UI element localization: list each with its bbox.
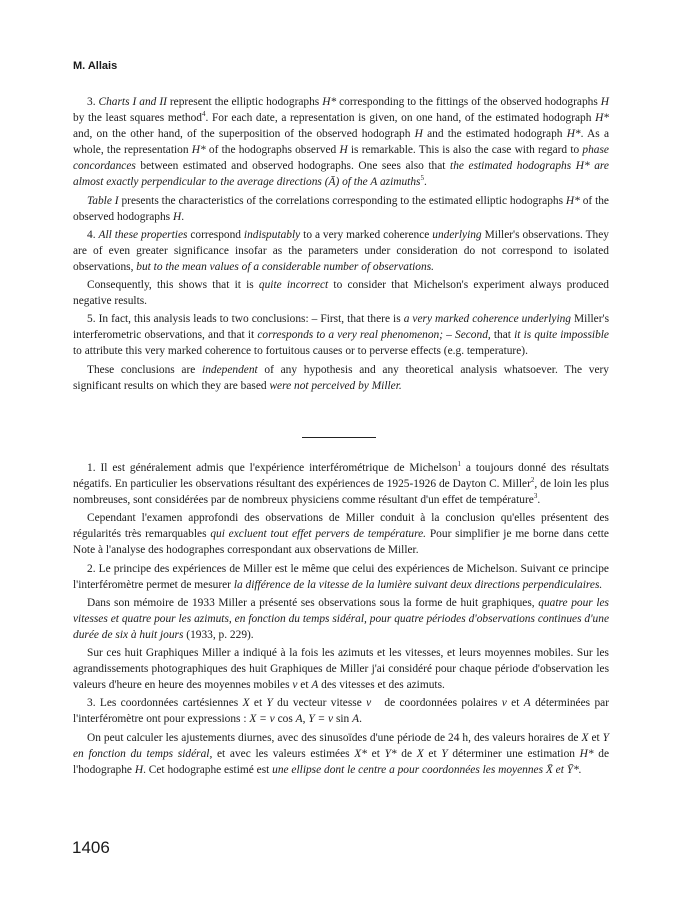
french-paragraph: Dans son mémoire de 1933 Miller a présenté ses observations sous la forme de huit graphiques, quatre pour les vitesses et quatre pour les azimuts, en fonction du temps sidéral, pour quatre périodes d'observations continues d'une durée de six à huit jours (1933, p. 229). [73,596,609,641]
english-column [73,94,609,396]
english-paragraph: 3. Charts I and II represent the elliptic hodographs H* corresponding to the fittings of the observed hodographs H by the least squares method$^4$. For each date, a representation is given, on one hand, of the estimated hodograph H* and, on the other hand, of the superposition of the observed hodograph H and the estimated hodograph H*. As a whole, the representation H* of the hodographs observed H is remarkable. This is also the case with regard to phase concordances between estimated and observed hodographs. One sees also that the estimated hodographs H* are almost exactly perpendicular to the average directions (Ā) of the A azimuths$^5$. [73,96,609,189]
english-paragraph: Consequently, this shows that it is quite incorrect to consider that Michelson's experiment always produced negative results. [73,279,609,308]
english-paragraph: 4. All these properties correspond indisputably to a very marked coherence underlying Miller's observations. They are of even greater significance insofar as the parameters under consideration do not correspond to isolated observations, but to the mean values of a considerable number of observations. [73,228,610,273]
english-paragraph: Table I presents the characteristics of the correlations corresponding to the estimated elliptic hodographs H* of the observed hodographs H. [73,194,609,223]
english-paragraph: 5. In fact, this analysis leads to two conclusions: – First, that there is a very marked coherence underlying Miller's interferometric observations, and that it corresponds to a very real phenomenon; – Second, that it is quite impossible to attribute this very marked coherence to fortuitous causes or to perverse effects (e.g. temperature). [73,313,610,358]
french-paragraph: 1. Il est généralement admis que l'expérience interférométrique de Michelson$^1$ a toujours donné des résultats négatifs. En particulier les observations résultant des expériences de 1925-1926 de Dayton C. Miller$^2$, de loin les plus nombreuses, sont considérées par de nombreux physiciens comme résultant d'un effet de température$^3$. [73,460,609,507]
french-paragraph: 2. Le principe des expériences de Miller est le même que celui des expériences de Michelson. Suivant ce principe l'interféromètre permet de mesurer la différence de la vitesse de la lumière suivant deux directions perpendiculaires. [73,562,609,591]
french-paragraph: 3. Les coordonnées cartésiennes X et Y du vecteur vitesse v⃗ de coordonnées polaires v et A déterminées par l'interféromètre ont pour expressions : X = v cos A, Y = v sin A. [73,697,609,726]
page-number: 1406 [72,838,110,857]
section-separator-rule [302,437,376,438]
french-paragraph: On peut calculer les ajustements diurnes, avec des sinusoïdes d'une période de 24 h, des valeurs horaires de X et Y en fonction du temps sidéral, et avec les valeurs estimées X* et Y* de X et Y déterminer une estimation H* de l'hodographe H. Cet hodographe estimé est une ellipse dont le centre a pour coordonnées les moyennes X̄ et Ȳ*. [73,731,610,776]
running-head-author: M. Allais [73,60,118,72]
english-paragraph: These conclusions are independent of any hypothesis and any theoretical analysis whatsoever. The very significant results on which they are based were not perceived by Miller. [73,363,609,392]
french-paragraph: Cependant l'examen approfondi des observations de Miller conduit à la conclusion qu'elles présentent des régularités très remarquables qui excluent tout effet pervers de température. Pour simplifier je me borne dans cette Note à l'analyse des hodographes correspondant aux observations de Miller. [73,512,609,557]
french-paragraph: Sur ces huit Graphiques Miller a indiqué à la fois les azimuts et les vitesses, et leurs moyennes mobiles. Sur les agrandissements photographiques des huit Graphiques de Miller j'ai considéré pour chaque période d'observation les valeurs d'heure en heure des moyennes mobiles v et A des vitesses et des azimuts. [73,647,609,692]
french-column [73,460,609,780]
